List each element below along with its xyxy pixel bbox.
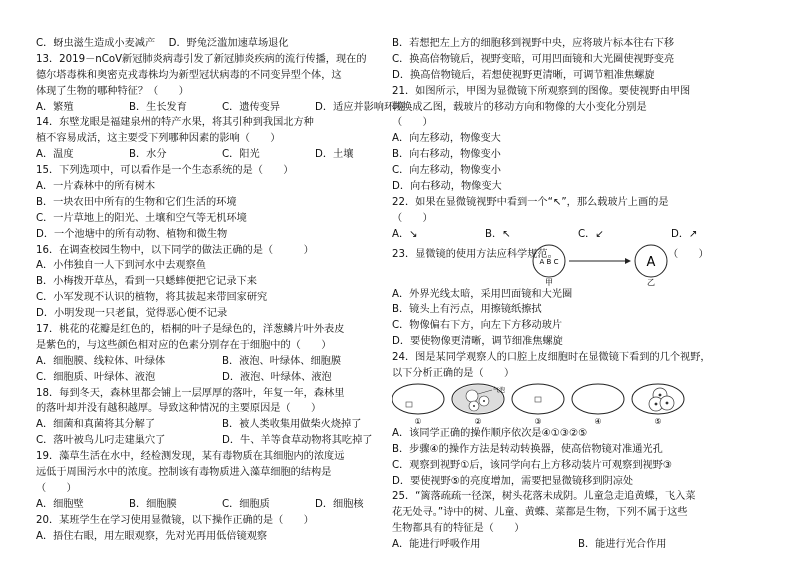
option: C．细胞质、叶绿体、液泡 <box>36 371 156 383</box>
arrow-head <box>625 258 631 264</box>
text-line: B．小梅拨开草丛，看到一只蟋蟀便把它记录下来 <box>36 276 257 288</box>
text-line: A．一片森林中的所有树木 <box>36 181 156 193</box>
text-line: C．向左移动，物像变小 <box>392 165 501 177</box>
text-line: 体现了生物的哪种特征？（ ） <box>36 85 189 97</box>
text-line: C．物像偏右下方，向左下方移动玻片 <box>392 320 563 332</box>
text-line: 转换成乙图，载玻片的移动方向和物像的大小变化分别是 <box>392 101 647 113</box>
q25-line: 生物都具有的特征是（ ） <box>392 523 525 535</box>
small-cell <box>406 402 412 407</box>
option: C．阳光 <box>222 149 260 161</box>
option <box>129 354 222 370</box>
text-line: （ ） <box>392 117 433 129</box>
fig-left-text: A B C <box>539 257 559 266</box>
text-line: A．向左移动，物像变大 <box>392 133 501 145</box>
text-line: C．小军发现不认识的植物，将其拔起来带回家研究 <box>36 292 268 304</box>
option: C．遗传变异 <box>222 101 281 113</box>
options-row <box>36 417 408 433</box>
text-line: 22．如果在显微镜视野中看到一个“↖”，那么载玻片上画的是 <box>392 196 669 208</box>
option: B．细胞膜 <box>129 498 177 510</box>
view-label: ① <box>414 416 422 426</box>
option: D．牛、羊等食草动物将其吃掉了 <box>222 435 373 447</box>
text-line: A．外界光线太暗，采用凹面镜和大光圈 <box>392 288 573 300</box>
q24-figure <box>392 382 764 426</box>
text-line: 14．东壁龙眼是福建泉州的特产水果，将其引种到我国北方种 <box>36 117 314 129</box>
text-line: 18．每到冬天，森林里都会铺上一层厚厚的落叶，年复一年，森林里 <box>36 387 345 399</box>
option: D．↗ <box>671 228 698 240</box>
text-line: 是紫色的，与这些颜色相对应的色素分别存在于细胞中的（ ） <box>36 339 332 351</box>
text-line: B．一块农田中所有的生物和它们生活的环境 <box>36 196 237 208</box>
nucleus <box>666 402 669 405</box>
option: D．细胞核 <box>315 498 364 510</box>
q23-paren: （ ） <box>668 248 709 260</box>
text-line: B．若想把左上方的细胞移到视野中央，应将玻片标本往右下移 <box>392 38 675 49</box>
text-line: 24．图是某同学观察人的口腔上皮细胞时在显微镜下看到的几个视野， <box>392 352 711 364</box>
q24-figure-block <box>392 382 764 426</box>
q23-block <box>392 243 764 287</box>
q25-line: 25．“篱落疏疏一径深，树头花落未成阴。儿童急走追黄蝶，飞入菜 <box>392 491 696 503</box>
text-line: C．观察到视野①后，该同学向右上方移动装片可观察到视野③ <box>392 459 673 471</box>
text-line: D．一个池塘中的所有动物、植物和微生物 <box>36 228 228 240</box>
options-row <box>36 370 408 386</box>
option: B．能进行光合作用 <box>578 539 667 551</box>
text-line: 远低于周围污水中的浓度。控制该有毒物质进入藻草细胞的结构是 <box>36 467 332 479</box>
option: B．被人类收集用做柴火烧掉了 <box>222 419 362 431</box>
text-line: 德尔塔毒株和奥密克戎毒株均为新型冠状病毒的不同变异型个体，这 <box>36 69 342 81</box>
option: C．细胞质 <box>222 498 270 510</box>
text-line: D．要使物像更清晰，调节细准焦螺旋 <box>392 336 563 348</box>
text-line: B．步骤④的操作方法是转动转换器，使高倍物镜对准通光孔 <box>392 443 663 455</box>
text-line: 植不容易成活，这主要受下列哪种因素的影响（ ） <box>36 133 281 145</box>
options-row <box>36 497 408 513</box>
left-column <box>36 36 408 545</box>
text-line: A．捂住右眼，用左眼观察，先对光再用低倍镜观察 <box>36 530 268 542</box>
view-1 <box>392 384 444 414</box>
option <box>129 370 222 386</box>
option: D．液泡、叶绿体、液泡 <box>222 371 332 383</box>
option: B．↖ <box>485 228 511 240</box>
small-cell <box>535 397 541 402</box>
options-row <box>36 354 408 370</box>
option: A．细胞壁 <box>36 498 84 510</box>
q25-line: 花无处寻。”诗中的树、儿童、黄蝶、菜都是生物，下列不属于这些 <box>392 507 688 519</box>
nucleus <box>655 403 658 406</box>
text-line: D．要使视野⑤的亮度增加，需要把显微镜移到阴凉处 <box>392 475 634 487</box>
text-line: D．向右移动，物像变大 <box>392 181 502 193</box>
text-line: C．换高倍物镜后，视野变暗，可用凹面镜和大光圈使视野变亮 <box>392 53 675 65</box>
text-line: 15．下列选项中，可以看作是一个生态系统的是（ ） <box>36 165 294 177</box>
option: A．细胞膜、线粒体、叶绿体 <box>36 355 166 367</box>
right-column <box>392 36 764 553</box>
view-4 <box>572 384 624 414</box>
view-label: ② <box>474 416 482 426</box>
options-row <box>36 100 408 116</box>
bubble-label: 气泡 <box>493 386 506 394</box>
option: A．温度 <box>36 149 74 161</box>
text-line: 17．桃花的花瓣是红色的，梧桐的叶子是绿色的，洋葱鳞片叶外表皮 <box>36 324 345 336</box>
nucleus <box>483 400 485 402</box>
option: B．液泡、叶绿体、细胞膜 <box>222 355 342 367</box>
options-row <box>36 433 408 449</box>
text-line: 21．如图所示，甲图为显微镜下所观察到的图像。要使视野由甲图 <box>392 85 691 97</box>
view-label: ④ <box>594 416 602 426</box>
q25-options <box>392 537 764 553</box>
nucleus <box>473 405 475 407</box>
q22-options <box>392 227 764 243</box>
options-row <box>36 147 408 163</box>
fig-right-text: A <box>646 254 656 270</box>
option: A．繁殖 <box>36 101 74 113</box>
option: A．细菌和真菌将其分解了 <box>36 419 156 431</box>
option: A．↘ <box>392 228 418 240</box>
text-line: 13．2019－nCoV新冠肺炎病毒引发了新冠肺炎疾病的流行传播，现在的 <box>36 53 367 65</box>
text-line: A．小伟独自一人下到河水中去观察鱼 <box>36 260 206 272</box>
option: C．落叶被鸟儿叼走建巢穴了 <box>36 435 166 447</box>
option: D．适应并影响环境 <box>315 101 405 113</box>
text-line: 16．在调查校园生物中，以下同学的做法正确的是（ ） <box>36 244 314 256</box>
bubble <box>466 390 478 402</box>
option: B．生长发育 <box>129 101 187 113</box>
option: D．土壤 <box>315 149 354 161</box>
text-line: 19．藻草生活在水中，经检测发现，某有毒物质在其细胞内的浓度远 <box>36 451 345 463</box>
text-line: 以下分析正确的是（ ） <box>392 368 515 380</box>
text-line: B．镜头上有污点，用擦镜纸擦拭 <box>392 304 542 316</box>
q23-stem: 23．显微镜的使用方法应科学规范。 <box>392 248 558 260</box>
text-line: 的落叶却并没有越积越厚。导致这种情况的主要原因是（ ） <box>36 403 322 415</box>
text-line: （ ） <box>392 212 433 224</box>
text-line: （ ） <box>36 482 77 494</box>
view-label: ⑤ <box>654 416 662 426</box>
text-line: C．一片草地上的阳光、土壤和空气等无机环境 <box>36 212 247 224</box>
option: B．水分 <box>129 149 167 161</box>
nucleus <box>659 394 662 397</box>
text-line: D．换高倍物镜后，若想使视野更清晰，可调节粗准焦螺旋 <box>392 69 655 81</box>
view-label: ③ <box>534 416 542 426</box>
caption-yi: 乙 <box>647 277 655 287</box>
option: C．↙ <box>578 228 604 240</box>
text-line: 20．某班学生在学习使用显微镜，以下操作正确的是（ ） <box>36 514 314 526</box>
text-line: D．小明发现一只老鼠，觉得恶心便不记录 <box>36 308 228 320</box>
view-3 <box>512 384 564 414</box>
option: A．能进行呼吸作用 <box>392 539 481 551</box>
caption-jia: 甲 <box>545 277 553 287</box>
text-line: A．该同学正确的操作顺序依次是④①③②⑤ <box>392 427 588 439</box>
text-line: C．蚜虫滋生造成小麦减产 D．野兔泛滥加速草场退化 <box>36 38 289 49</box>
text-line: B．向右移动，物像变小 <box>392 149 501 161</box>
